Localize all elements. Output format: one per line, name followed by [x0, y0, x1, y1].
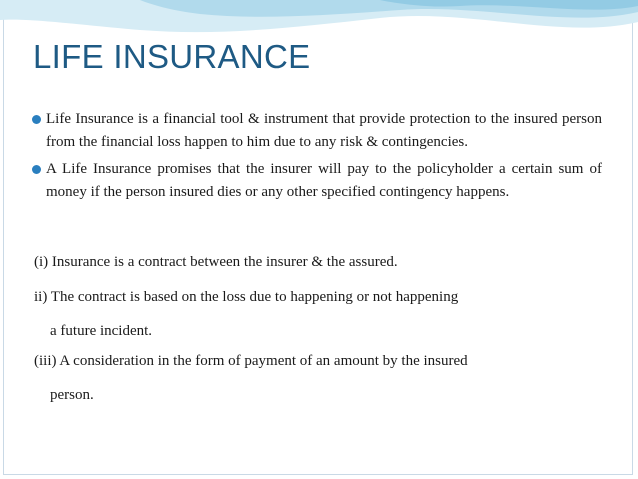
bullet-list	[34, 108, 602, 208]
point-iii-line1: (iii) A consideration in the form of payment of an amount by the insured	[34, 353, 468, 369]
bullet-dot-icon	[32, 165, 41, 174]
point-ii-line2: a future incident.	[50, 323, 153, 339]
point-i: (i) Insurance is a contract between the insurer & the assured.	[34, 254, 398, 270]
bullet-text: Life Insurance is a financial tool & instrument that provide protection to the insured person from the financial loss happen to him due to any risk & contingencies.	[46, 111, 602, 150]
point-ii	[34, 280, 602, 348]
point-iii	[34, 344, 602, 412]
point-iii-line2: person.	[50, 387, 94, 403]
bullet-dot-icon	[32, 115, 41, 124]
slide-title: LIFE INSURANCE	[33, 38, 311, 75]
bullet-item	[34, 108, 602, 154]
point-ii-line1: ii) The contract is based on the loss due to happening or not happening	[34, 289, 459, 305]
bullet-text: A Life Insurance promises that the insurer will pay to the policyholder a certain sum of money if the person insured dies or any other specified contingency happens.	[46, 161, 602, 200]
bullet-item	[34, 158, 602, 204]
